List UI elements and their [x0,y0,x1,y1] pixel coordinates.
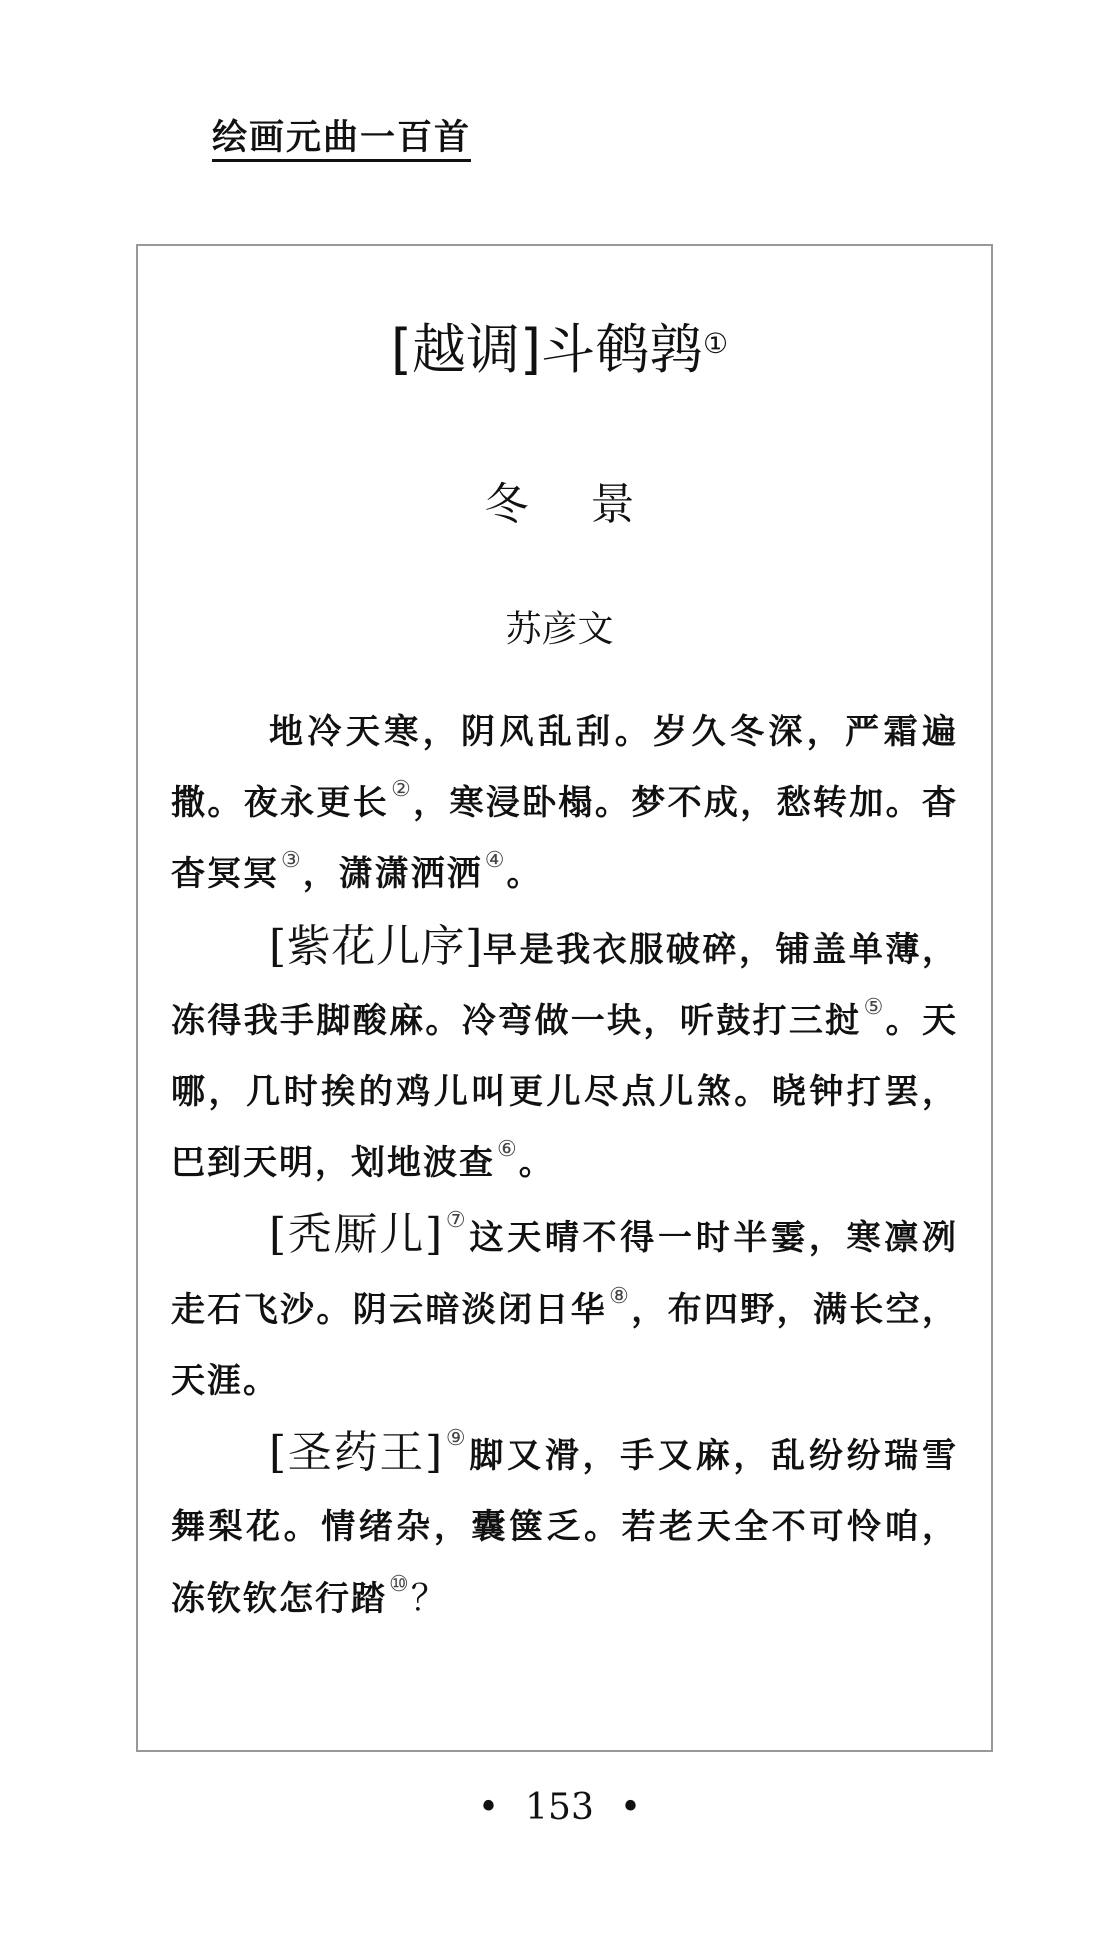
stanza-prelude [171,697,958,911]
footnote-marker: ① [703,327,729,360]
poem-title-text: [越调]斗鹌鹑 [390,318,704,381]
subtitle-char: 冬 [484,479,529,530]
poem-subtitle [0,480,1119,530]
poem-body [171,697,958,1636]
stanza-text: ，寒浸卧榻。梦不成，愁转加。杳杳冥冥 [171,783,958,895]
footnote-marker: ⑦ [444,1208,468,1234]
tune-name: [秃厮儿] [269,1209,443,1261]
footnote-marker: ⑤ [863,994,884,1020]
stanza-text: 脚又滑，手又麻，乱纷纷瑞雪舞梨花。情绪杂，囊箧乏。若老天全不可怜咱，冻钦钦怎行踏 [171,1436,959,1620]
stanza-text: 地冷天寒，阴风乱刮。岁久冬深，严霜遍撒。夜永更长 [171,712,958,824]
poem-author: 苏彦文 [505,609,614,650]
page-number [0,1786,1119,1830]
stanza-tusier [171,1199,958,1417]
stanza-text: 这天晴不得一时半霎，寒凛冽走石飞沙。阴云暗淡闭日华 [171,1218,959,1330]
tune-name: [紫花儿序] [269,920,483,972]
stanza-text: ，布四野，满长空，天涯。 [171,1289,959,1401]
footnote-marker: ③ [281,848,301,874]
poem-title [0,320,1119,380]
footnote-marker: ⑩ [389,1572,409,1598]
footnote-marker: ④ [484,848,505,874]
footnote-marker: ⑥ [497,1137,517,1163]
stanza-shengyaowang [171,1417,958,1636]
footnote-marker: ② [391,777,412,803]
stanza-text: 。 [506,854,543,895]
running-header: 绘画元曲一百首 [212,118,471,162]
stanza-zihuaerxu [171,911,958,1200]
folio-dot: • [619,1787,642,1828]
stanza-text: 。 [518,1143,555,1184]
footnote-marker: ⑧ [609,1283,630,1309]
stanza-text: 。天哪，几时挨的鸡儿叫更儿尽点儿煞。晓钟打罢，巴到天明，划地波查 [171,1000,959,1184]
footnote-marker: ⑨ [444,1426,468,1452]
folio-dot: • [477,1787,500,1828]
page-number-value: 153 [525,1787,594,1828]
stanza-text: 早是我衣服破碎，铺盖单薄，冻得我手脚酸麻。冷弯做一块，听鼓打三挝 [171,929,958,1041]
tune-name: [圣药王] [269,1427,443,1479]
stanza-text: ，潇潇洒洒 [302,854,483,895]
subtitle-char: 景 [590,479,635,530]
stanza-text: ？ [410,1578,449,1620]
